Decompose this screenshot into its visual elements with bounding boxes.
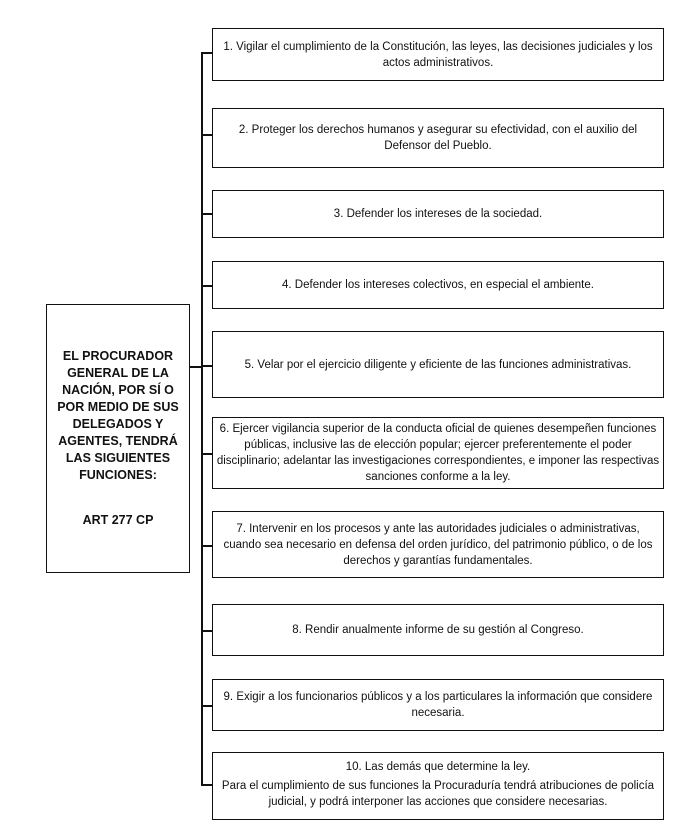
function-text-7: 7. Intervenir en los procesos y ante las autoridades judiciales o administrativas, cuando sea necesario en defensa del orden jurídico, del patrimonio público, o de los derechos y garantías fundamentales. <box>223 522 653 567</box>
main-heading: EL PROCURADOR GENERAL DE LA NACIÓN, POR SÍ O POR MEDIO DE SUS DELEGADOS Y AGENTES, TENDRÁ LAS SIGUIENTES FUNCIONES: <box>57 349 179 482</box>
connector-trunk <box>201 52 203 786</box>
function-text-8: 8. Rendir anualmente informe de su gestión al Congreso. <box>292 624 584 636</box>
function-text-10: 10. Las demás que determine la ley. <box>345 761 531 773</box>
function-box-5 <box>212 331 664 398</box>
function-text-2: 2. Proteger los derechos humanos y asegurar su efectividad, con el auxilio del Defensor del Pueblo. <box>238 124 638 152</box>
function-box-9 <box>212 679 664 731</box>
function-box-4 <box>212 261 664 309</box>
function-text-6: 6. Ejercer vigilancia superior de la conducta oficial de quienes desempeñen funciones públicas, inclusive las de elección popular; ejercer preferentemente el poder disciplinario; adelantar las investigaciones correspondientes, e imponer las respectivas sanciones conforme a la ley. <box>216 423 660 483</box>
function-text-5: 5. Velar por el ejercicio diligente y eficiente de las funciones administrativas. <box>244 358 632 371</box>
function-box-7 <box>212 511 664 578</box>
function-box-10 <box>212 752 664 820</box>
function-box-6 <box>212 417 664 489</box>
function-text-1: 1. Vigilar el cumplimiento de la Constitución, las leyes, las decisiones judiciales y los actos administrativos. <box>223 40 653 69</box>
function-text-3: 3. Defender los intereses de la sociedad. <box>333 208 543 220</box>
function-text-4: 4. Defender los intereses colectivos, en especial el ambiente. <box>282 279 594 291</box>
main-box <box>46 304 190 573</box>
function-box-8 <box>212 604 664 656</box>
function-text-9: 9. Exigir a los funcionarios públicos y a los particulares la información que considere necesaria. <box>223 691 653 719</box>
function-box-1 <box>212 28 664 81</box>
article-reference: ART 277 CP <box>82 513 154 527</box>
function-box-3 <box>212 190 664 238</box>
function-box-2 <box>212 108 664 168</box>
function-note-10: Para el cumplimiento de sus funciones la Procuraduría tendrá atribuciones de policía judicial, y podrá interponer las acciones que considere necesarias. <box>221 780 655 808</box>
